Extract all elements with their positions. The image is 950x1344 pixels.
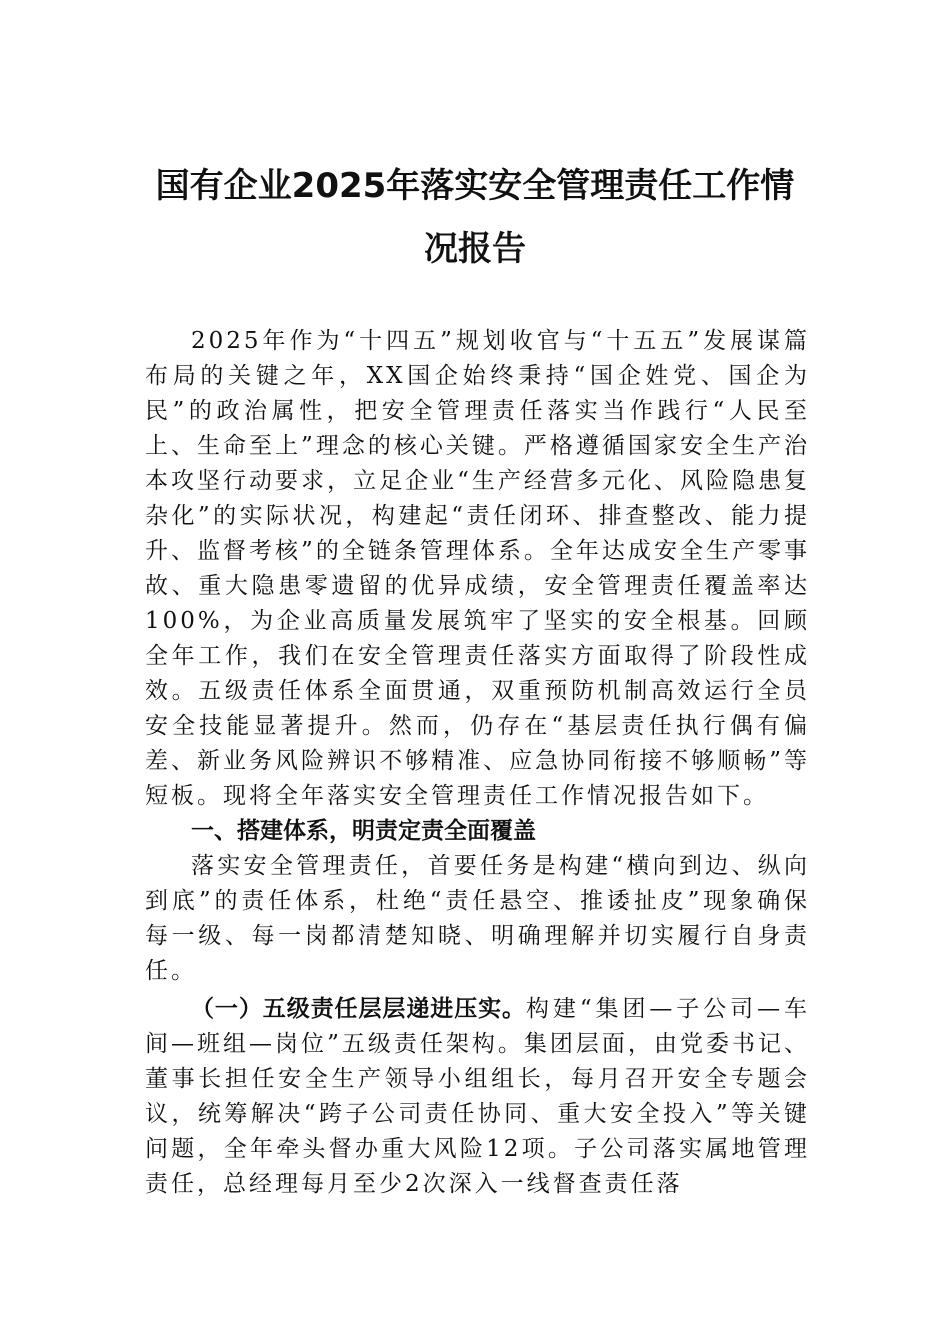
subsection-1-heading: （一）五级责任层层递进压实。 [191,996,526,1022]
title-line-2: 况报告 [424,229,526,269]
document-body [145,324,810,1202]
title-line-1: 国有企业2025年落实安全管理责任工作情 [155,166,795,206]
subsection-1-paragraph [145,992,810,1202]
subsection-1-body: 构建“集团—子公司—车间—班组—岗位”五级责任架构。集团层面，由党委书记、董事长担任安全生产领导小组组长，每月召开安全专题会议，统筹解决“跨子公司责任协同、重大安全投入”等关键问题，全年牵头督办重大风险12项。子公司落实属地管理责任，总经理每月至少2次深入一线督查责任落 [145,996,811,1197]
section-1-heading: 一、搭建体系，明责定责全面覆盖 [191,818,536,844]
intro-paragraph: 2025年作为“十四五”规划收官与“十五五”发展谋篇布局的关键之年，XX国企始终秉持“国企姓党、国企为民”的政治属性，把安全管理责任落实当作践行“人民至上、生命至上”理念的核心关键。严格遵循国家安全生产治本攻坚行动要求，立足企业“生产经营多元化、风险隐患复杂化”的实际状况，构建起“责任闭环、排查整改、能力提升、监督考核”的全链条管理体系。全年达成安全生产零事故、重大隐患零遗留的优异成绩，安全管理责任覆盖率达100%，为企业高质量发展筑牢了坚实的安全根基。回顾全年工作，我们在安全管理责任落实方面取得了阶段性成效。五级责任体系全面贯通，双重预防机制高效运行全员安全技能显著提升。然而，仍存在“基层责任执行偶有偏差、新业务风险辨识不够精准、应急协同衔接不够顺畅”等短板。现将全年落实安全管理责任工作情况报告如下。 [145,328,810,809]
section-1-intro-paragraph: 落实安全管理责任，首要任务是构建“横向到边、纵向到底”的责任体系，杜绝“责任悬空、推诿扯皮”现象确保每一级、每一岗都清楚知晓、明确理解并切实履行自身责任。 [145,853,810,984]
document-title [120,155,830,281]
